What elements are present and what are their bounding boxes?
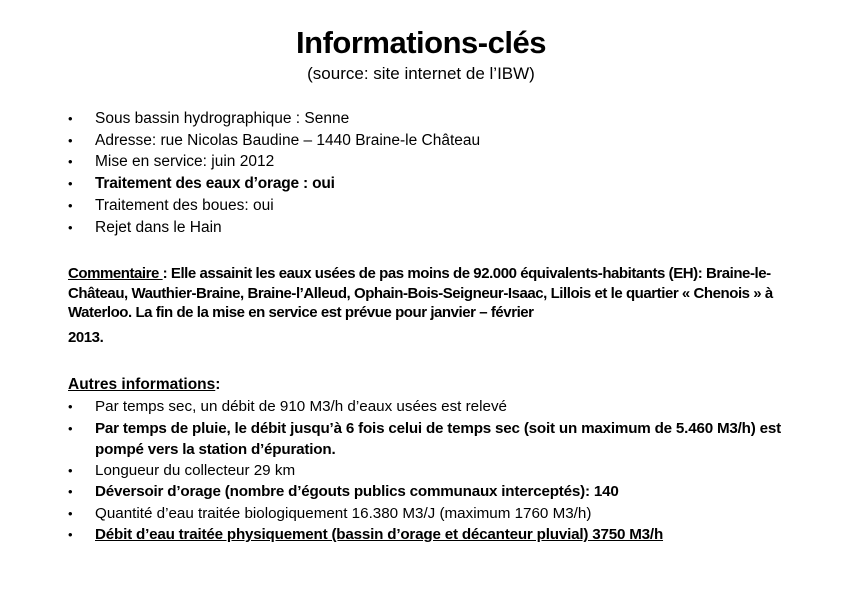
facts-list [68, 108, 782, 238]
info-longueur-collecteur: Longueur du collecteur 29 km [95, 462, 296, 480]
bullet-icon: • [68, 176, 73, 192]
bullet-icon: • [68, 399, 73, 415]
fact-adresse: Adresse: rue Nicolas Baudine – 1440 Braine-le Château [95, 131, 481, 149]
bullet-icon: • [68, 132, 73, 148]
bullet-icon: • [68, 420, 73, 436]
list-item [68, 524, 790, 545]
bullet-icon: • [68, 197, 73, 213]
list-item [68, 503, 790, 524]
list-item [68, 151, 782, 173]
other-info-list [68, 396, 790, 545]
info-quantite-biologique: Quantité d’eau traitée biologiquement 16.380 M3/J (maximum 1760 M3/h) [95, 504, 592, 522]
fact-traitement-orage: Traitement des eaux d’orage : oui [95, 175, 335, 193]
fact-traitement-boues: Traitement des boues: oui [95, 196, 274, 214]
list-item [68, 460, 790, 481]
info-debit-temps-sec: Par temps sec, un débit de 910 M3/h d’eaux usées est relevé [95, 398, 507, 416]
other-info-colon: : [215, 376, 221, 394]
list-item [68, 481, 790, 502]
list-item [68, 418, 790, 461]
info-deversoir-orage: Déversoir d’orage (nombre d’égouts publics communaux interceptés): 140 [95, 483, 619, 501]
comment-tail: 2013. [68, 328, 104, 346]
info-debit-physique: Débit d’eau traitée physiquement (bassin d’orage et décanteur pluvial) 3750 M3/h [95, 526, 664, 543]
other-info-heading [68, 374, 782, 395]
list-item [68, 173, 782, 195]
fact-mise-en-service: Mise en service: juin 2012 [95, 153, 275, 171]
list-item [68, 396, 790, 417]
list-item [68, 217, 782, 239]
other-info-label: Autres informations [68, 376, 216, 394]
fact-sous-bassin: Sous bassin hydrographique : Senne [95, 110, 350, 127]
bullet-icon: • [68, 527, 73, 542]
bullet-icon: • [68, 505, 73, 521]
bullet-icon: • [68, 484, 73, 500]
bullet-icon: • [68, 463, 73, 479]
fact-rejet: Rejet dans le Hain [95, 218, 222, 236]
slide-title: Informations-clés [296, 25, 546, 60]
list-item [68, 108, 782, 130]
comment-paragraph [68, 264, 776, 347]
comment-body: : Elle assainit les eaux usées de pas moins de 92.000 équivalents-habitants (EH): Braine-le-Château, Wauthier-Braine, Braine-l’Alleud, Ophain-Bois-Seigneur-Isaac, Lillois et le quartier « Chenois » à Waterloo. La fin de la mise en service est prévue pour janvier – février [68, 265, 773, 322]
info-debit-temps-pluie: Par temps de pluie, le débit jusqu’à 6 fois celui de temps sec (soit un maximum de 5.460 M3/h) est pompé vers la station d’épuration. [95, 419, 781, 458]
slide-subtitle: (source: site internet de l’IBW) [307, 64, 535, 83]
bullet-icon: • [68, 154, 73, 170]
bullet-icon: • [68, 219, 73, 235]
bullet-icon: • [68, 111, 73, 126]
list-item [68, 130, 782, 152]
comment-label: Commentaire [68, 265, 163, 283]
list-item [68, 195, 782, 217]
